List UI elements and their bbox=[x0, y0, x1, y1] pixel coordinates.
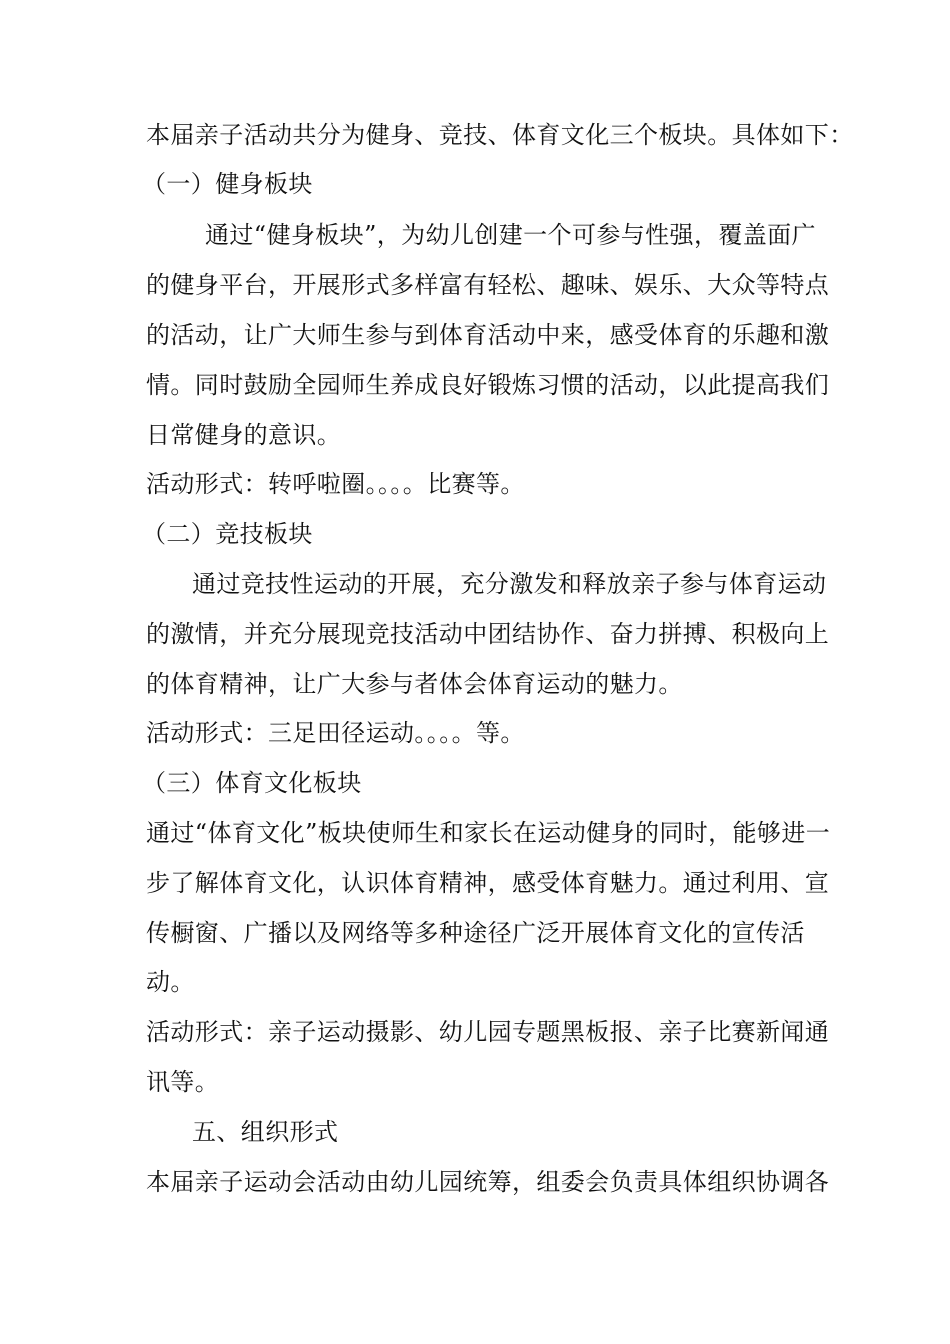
activity-form-culture-line-1: 活动形式：亲子运动摄影、幼儿园专题黑板报、亲子比赛新闻通 bbox=[146, 1018, 830, 1046]
paragraph-culture-line-3: 传橱窗、广播以及网络等多种途径广泛开展体育文化的宣传活 bbox=[146, 919, 805, 947]
paragraph-culture-line-4: 动。 bbox=[146, 968, 195, 996]
section-heading-culture: （三）体育文化板块 bbox=[142, 769, 362, 797]
paragraph-fitness-line-2: 的健身平台，开展形式多样富有轻松、趣味、娱乐、大众等特点 bbox=[146, 271, 830, 299]
paragraph-culture-line-2: 步了解体育文化，认识体育精神，感受体育魅力。通过利用、宣 bbox=[146, 869, 830, 897]
paragraph-fitness-line-5: 日常健身的意识。 bbox=[146, 421, 342, 449]
paragraph-competition-line-2: 的激情，并充分展现竞技活动中团结协作、奋力拼搏、积极向上 bbox=[146, 620, 830, 648]
paragraph-intro: 本届亲子活动共分为健身、竞技、体育文化三个板块。具体如下： bbox=[146, 121, 854, 149]
paragraph-competition-line-3: 的体育精神，让广大参与者体会体育运动的魅力。 bbox=[146, 670, 683, 698]
section-heading-fitness: （一）健身板块 bbox=[142, 170, 313, 198]
paragraph-fitness-line-3: 的活动，让广大师生参与到体育活动中来，感受体育的乐趣和激 bbox=[146, 321, 830, 349]
paragraph-organization-line-1: 本届亲子运动会活动由幼儿园统筹，组委会负责具体组织协调各 bbox=[146, 1168, 830, 1196]
section-heading-organization: 五、组织形式 bbox=[192, 1118, 339, 1146]
activity-form-culture-line-2: 讯等。 bbox=[146, 1068, 220, 1096]
paragraph-fitness-line-4: 情。同时鼓励全园师生养成良好锻炼习惯的活动，以此提高我们 bbox=[146, 371, 830, 399]
activity-form-fitness: 活动形式：转呼啦圈。。。。比赛等。 bbox=[146, 470, 525, 498]
paragraph-competition-line-1: 通过竞技性运动的开展，充分激发和释放亲子参与体育运动 bbox=[192, 570, 827, 598]
paragraph-culture-line-1: 通过“体育文化”板块使师生和家长在运动健身的同时，能够进一 bbox=[146, 819, 831, 847]
section-heading-competition: （二）竞技板块 bbox=[142, 520, 313, 548]
activity-form-competition: 活动形式：三足田径运动。。。。等。 bbox=[146, 719, 525, 747]
paragraph-fitness-line-1: 通过“健身板块”，为幼儿创建一个可参与性强，覆盖面广 bbox=[205, 221, 816, 249]
